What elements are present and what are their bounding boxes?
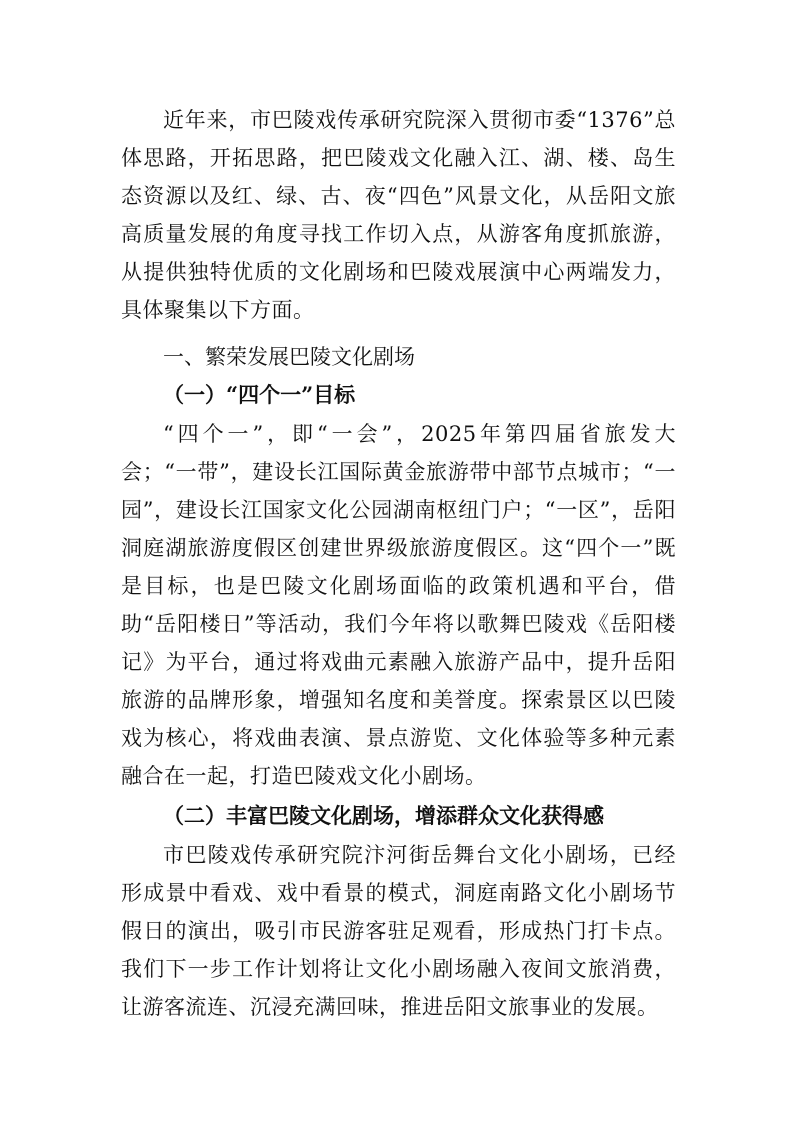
section-heading-1: 一、繁荣发展巴陵文化剧场 bbox=[163, 345, 415, 369]
body-paragraph-theaters: 市巴陵戏传承研究院汴河街岳舞台文化小剧场，已经形成景中看戏、戏中看景的模式，洞庭南路文化小剧场节假日的演出，吸引市民游客驻足观看，形成热门打卡点。我们下一步工作计划将让文化小剧场融入夜间文旅消费，让游客流连、沉浸充满回味，推进岳阳文旅事业的发展。 bbox=[121, 843, 676, 1019]
body-paragraph-four-goals: “四个一”，即“一会”，2025年第四届省旅发大会；“一带”，建设长江国际黄金旅游带中部节点城市；“一园”，建设长江国家文化公园湖南枢纽门户；“一区”，岳阳洞庭湖旅游度假区创建世界级旅游度假区。这“四个一”既是目标，也是巴陵文化剧场面临的政策机遇和平台，借助“岳阳楼日”等活动，我们今年将以歌舞巴陵戏《岳阳楼记》为平台，通过将戏曲元素融入旅游产品中，提升岳阳旅游的品牌形象，增强知名度和美誉度。探索景区以巴陵戏为核心，将戏曲表演、景点游览、文化体验等多种元素融合在一起，打造巴陵戏文化小剧场。 bbox=[121, 422, 676, 788]
subsection-heading-2: （二）丰富巴陵文化剧场，增添群众文化获得感 bbox=[163, 803, 604, 828]
subsection-heading-1: （一）“四个一”目标 bbox=[163, 382, 356, 407]
intro-paragraph: 近年来，市巴陵戏传承研究院深入贯彻市委“1376”总体思路，开拓思路，把巴陵戏文化融入江、湖、楼、岛生态资源以及红、绿、古、夜“四色”风景文化，从岳阳文旅高质量发展的角度寻找工作切入点，从游客角度抓旅游，从提供独特优质的文化剧场和巴陵戏展演中心两端发力，具体聚集以下方面。 bbox=[121, 108, 676, 322]
